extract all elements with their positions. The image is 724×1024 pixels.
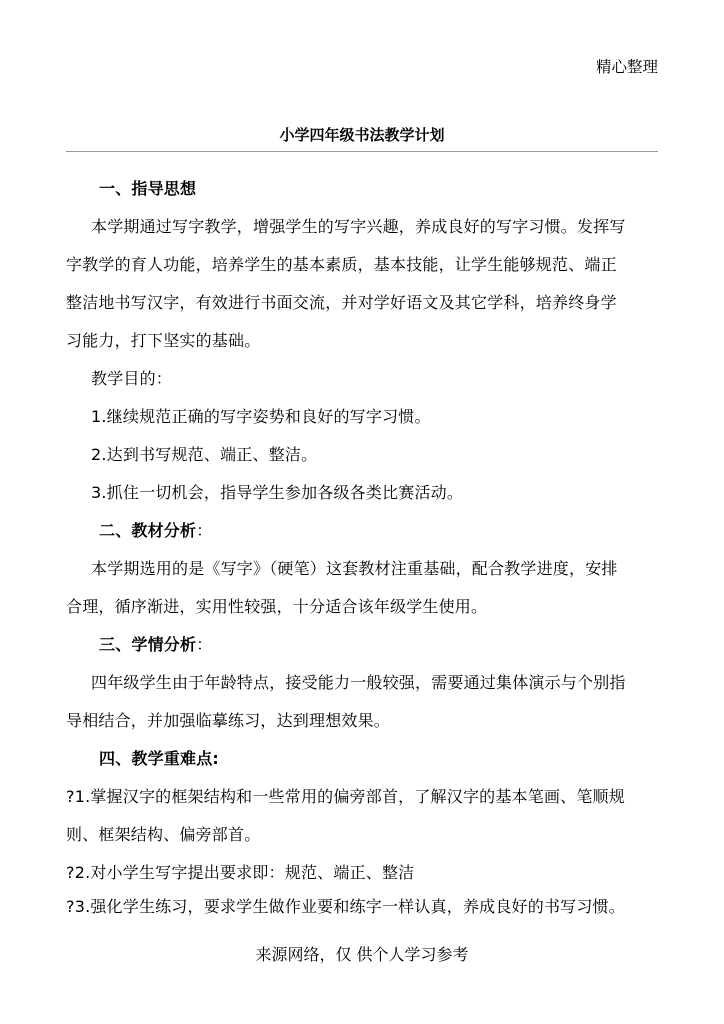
document-title: 小学四年级书法教学计划 [279,126,445,144]
goals-label: 教学目的： [91,369,173,388]
goal-item: 2.达到书写规范、端正、整洁。 [91,445,318,464]
header-note: 精心整理 [595,58,658,76]
list-item: ?1.掌握汉字的框架结构和一些常用的偏旁部首，了解汉字的基本笔画、笔顺规 [66,787,625,806]
section-heading-colon: ： [196,635,213,654]
paragraph-line: 四年级学生由于年龄特点，接受能力一般较强，需要通过集体演示与个别指 [91,673,626,692]
paragraph-line: 整洁地书写汉字，有效进行书面交流，并对学好语文及其它学科，培养终身学 [66,293,617,312]
document-body [66,175,666,927]
section-heading-student-analysis [66,631,666,669]
list-item: 则、框架结构、偏旁部首。 [66,825,261,844]
list-item: ?2.对小学生写字提出要求即：规范、端正、整洁 [66,863,415,882]
list-item: ?3.强化学生练习，要求学生做作业要和练字一样认真，养成良好的书写习惯。 [66,897,625,916]
section-heading-text: 二、教材分析 [99,521,197,540]
goal-item: 3.抓住一切机会，指导学生参加各级各类比赛活动。 [91,483,464,502]
title-divider [66,151,658,152]
paragraph-line: 导相结合，并加强临摹练习，达到理想效果。 [66,711,391,730]
footer-note: 来源网络，仅 供个人学习参考 [255,945,469,964]
paragraph-line: 习能力，打下坚实的基础。 [66,331,261,350]
goal-item: 1.继续规范正确的写字姿势和良好的写字习惯。 [91,407,431,426]
paragraph-line: 本学期选用的是《写字》（硬笔）这套教材注重基础，配合教学进度，安排 [91,559,618,578]
section-heading-textbook-analysis [66,517,666,555]
paragraph-line: 合理，循序渐进，实用性较强，十分适合该年级学生使用。 [66,597,488,616]
section-heading-guiding-ideology: 一、指导思想 [99,179,197,198]
paragraph-line: 字教学的育人功能，培养学生的基本素质，基本技能，让学生能够规范、端正 [66,255,617,274]
section-heading-colon: ： [196,521,213,540]
section-heading-text: 三、学情分析 [99,635,197,654]
section-heading-key-difficulties: 四、教学重难点: [99,749,219,768]
paragraph-line: 本学期通过写字教学，增强学生的写字兴趣，养成良好的写字习惯。发挥写 [91,217,626,236]
